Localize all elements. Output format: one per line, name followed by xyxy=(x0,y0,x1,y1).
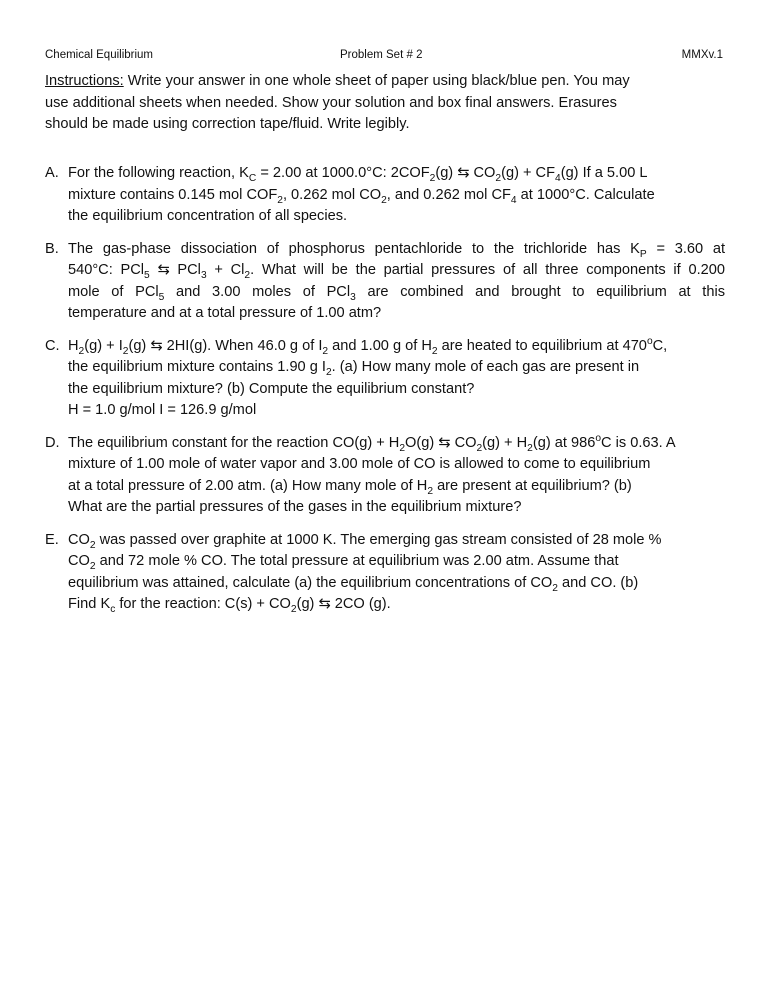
text-segment: + Cl xyxy=(206,262,245,278)
question-body xyxy=(68,239,725,325)
text-segment: Find K xyxy=(68,596,111,612)
text-segment: The gas-phase dissociation of phosphorus pentachloride to the trichloride has K xyxy=(68,240,640,257)
question-line xyxy=(68,357,725,379)
problem-set-title: Problem Set # 2 xyxy=(340,49,423,61)
text-segment: mole of PCl xyxy=(68,283,159,300)
text-segment: ⇆ PCl xyxy=(149,262,201,278)
question-e xyxy=(45,530,725,616)
question-letter: E. xyxy=(45,531,59,548)
text-segment: = 2.00 at 1000.0°C: 2COF xyxy=(256,165,430,181)
text-segment: equilibrium was attained, calculate (a) the equilibrium concentrations of CO xyxy=(68,574,553,591)
subscript: 2 xyxy=(381,194,387,206)
question-body xyxy=(68,530,725,616)
question-letter: C. xyxy=(45,337,60,354)
question-body xyxy=(68,433,725,519)
subscript: 2 xyxy=(552,582,558,594)
instructions-line-2: use additional sheets when needed. Show your solution and box final answers. Erasures xyxy=(45,94,617,111)
question-body xyxy=(68,163,725,228)
question-letter: D. xyxy=(45,434,60,451)
text-segment: and 1.00 g of H xyxy=(328,337,432,354)
question-line: the equilibrium concentration of all species. xyxy=(68,208,348,224)
superscript: o xyxy=(646,335,653,347)
course-title: Chemical Equilibrium xyxy=(45,49,154,61)
subscript: 2 xyxy=(399,442,406,454)
question-line xyxy=(68,433,725,455)
subscript: 2 xyxy=(244,269,251,281)
question-line xyxy=(68,530,725,552)
question-line xyxy=(68,594,725,616)
text-segment: (g) ⇆ 2HI(g). When 46.0 g of I xyxy=(128,337,323,354)
page-header xyxy=(45,46,723,64)
question-letter: B. xyxy=(45,240,59,257)
subscript: 2 xyxy=(122,345,129,357)
text-segment: for the reaction: C(s) + CO xyxy=(115,596,291,612)
subscript: 2 xyxy=(322,345,329,357)
subscript: 5 xyxy=(158,291,165,303)
text-segment: (g) + CF xyxy=(501,165,556,181)
text-segment: and 3.00 moles of PCl xyxy=(164,283,351,300)
instructions-block xyxy=(45,71,725,136)
subscript: 2 xyxy=(89,560,96,572)
text-segment: C is 0.63. A xyxy=(601,434,676,451)
question-letter: A. xyxy=(45,165,59,181)
subscript: 2 xyxy=(429,172,436,184)
subscript: 3 xyxy=(200,269,207,281)
text-segment: are combined and brought to equilibrium at this xyxy=(355,283,725,300)
question-line: temperature and at a total pressure of 1.00 atm? xyxy=(68,305,382,321)
subscript: 3 xyxy=(350,291,356,303)
text-segment: (g) If a 5.00 L xyxy=(560,165,648,181)
question-line: the equilibrium mixture? (b) Compute the equilibrium constant? xyxy=(68,380,475,397)
subscript: 2 xyxy=(427,485,434,497)
subscript: 2 xyxy=(78,345,85,357)
text-segment: The equilibrium constant for the reaction CO(g) + H xyxy=(68,434,400,451)
subscript: 2 xyxy=(277,194,283,206)
text-segment: (g) + I xyxy=(84,337,123,354)
question-line xyxy=(68,282,725,304)
question-line xyxy=(68,336,725,358)
text-segment: was passed over graphite at 1000 K. The emerging gas stream consisted of 28 mole % xyxy=(95,531,662,548)
question-line xyxy=(68,185,725,207)
text-segment: the equilibrium mixture contains 1.90 g I xyxy=(68,359,326,375)
text-segment: at 1000°C. Calculate xyxy=(516,186,655,203)
text-segment: , and 0.262 mol CF xyxy=(386,186,511,203)
question-line xyxy=(68,260,725,282)
subscript: 4 xyxy=(555,172,561,184)
subscript: 2 xyxy=(431,345,438,357)
text-segment: . (a) How many mole of each gas are present in xyxy=(331,359,640,375)
text-segment: 540°C: PCl xyxy=(68,262,145,278)
subscript: 5 xyxy=(144,269,150,281)
question-line xyxy=(68,239,725,261)
subscript: 2 xyxy=(325,366,332,378)
text-segment: at a total pressure of 2.00 atm. (a) How many mole of H xyxy=(68,477,428,494)
question-line: What are the partial pressures of the gases in the equilibrium mixture? xyxy=(68,499,522,515)
text-segment: and CO. (b) xyxy=(557,574,639,591)
text-segment: CO xyxy=(68,531,90,548)
question-line xyxy=(68,476,725,498)
instructions-text-1: Write your answer in one whole sheet of paper using black/blue pen. You may xyxy=(127,73,630,89)
subscript: 2 xyxy=(290,603,297,615)
text-segment: (g) ⇆ CO xyxy=(435,165,496,181)
text-segment: mixture contains 0.145 mol COF xyxy=(68,186,278,203)
question-line: mixture of 1.00 mole of water vapor and 3.00 mole of CO is allowed to come to equilibrium xyxy=(68,456,651,472)
subscript: 2 xyxy=(527,442,533,454)
subscript: 2 xyxy=(89,539,96,551)
text-segment: . What will be the partial pressures of all three components if 0.200 xyxy=(250,262,725,278)
question-a xyxy=(45,163,725,228)
text-segment: (g) at 986 xyxy=(532,434,596,451)
instructions-line-1 xyxy=(45,73,630,89)
text-segment: (g) ⇆ 2CO (g). xyxy=(296,596,391,612)
text-segment: are present at equilibrium? (b) xyxy=(433,477,632,494)
question-b xyxy=(45,239,725,325)
subscript: 2 xyxy=(495,172,502,184)
subscript: 2 xyxy=(476,442,483,454)
text-segment: are heated to equilibrium at 470 xyxy=(437,337,647,354)
superscript: o xyxy=(595,432,602,444)
subscript: P xyxy=(639,248,647,260)
questions-list xyxy=(45,163,725,627)
question-c xyxy=(45,336,725,422)
text-segment: CO xyxy=(68,553,90,569)
question-line: H = 1.0 g/mol I = 126.9 g/mol xyxy=(68,402,257,418)
version-label: MMXv.1 xyxy=(681,49,723,61)
text-segment: H xyxy=(68,337,79,354)
question-body xyxy=(68,336,725,422)
question-line xyxy=(68,163,725,185)
subscript: c xyxy=(110,603,116,615)
text-segment: = 3.60 at xyxy=(646,240,725,257)
instructions-line-3: should be made using correction tape/fluid. Write legibly. xyxy=(45,116,410,132)
subscript: 4 xyxy=(510,194,517,206)
text-segment: For the following reaction, K xyxy=(68,165,249,181)
question-d xyxy=(45,433,725,519)
subscript: C xyxy=(248,172,257,184)
question-line xyxy=(68,551,725,573)
instructions-label: Instructions: xyxy=(45,73,124,89)
text-segment: , 0.262 mol CO xyxy=(282,186,382,203)
text-segment: and 72 mole % CO. The total pressure at equilibrium was 2.00 atm. Assume that xyxy=(95,553,619,569)
text-segment: (g) + H xyxy=(482,434,528,451)
text-segment: O(g) ⇆ CO xyxy=(405,434,477,451)
question-line xyxy=(68,573,725,595)
text-segment: C, xyxy=(652,337,668,354)
